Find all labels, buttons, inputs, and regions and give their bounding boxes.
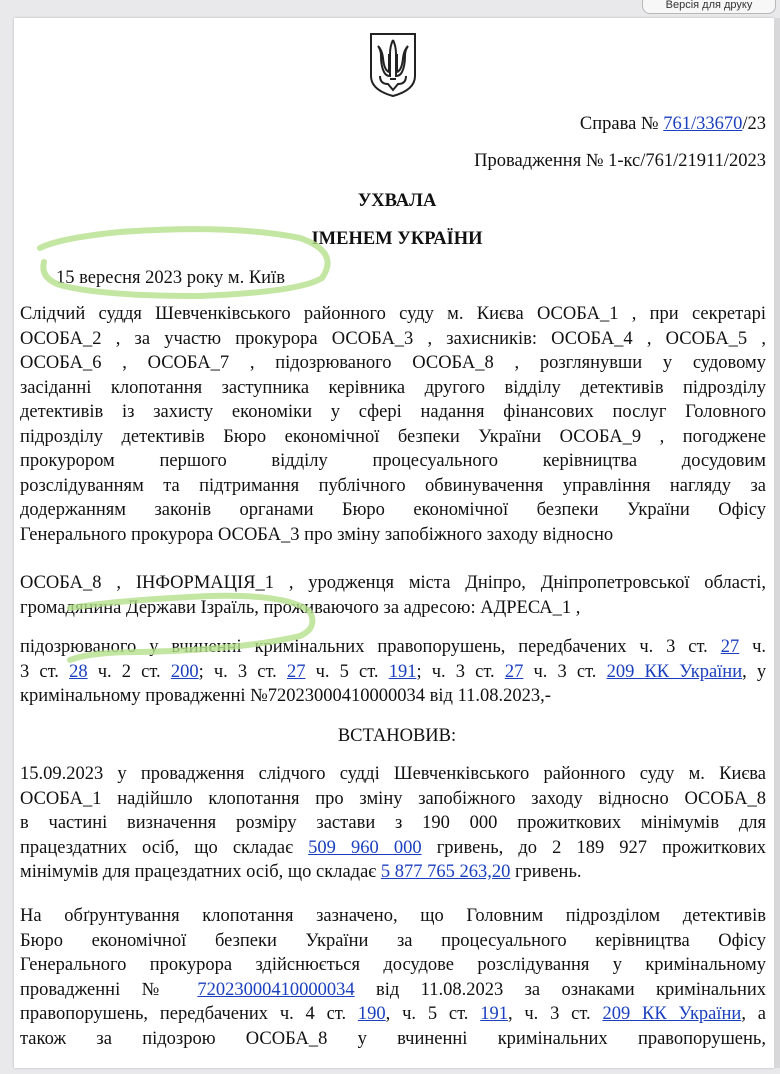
person-line: ОСОБА_8 , ІНФОРМАЦІЯ_1 , уродженця міста Дніпро, Дніпропетровської області, <box>20 573 766 593</box>
proceeding-number: Провадження № 1-кс/761/21911/2023 <box>474 151 766 171</box>
article-209-link[interactable]: 209 КК України <box>606 661 743 682</box>
article-27-link[interactable]: 27 <box>286 661 306 682</box>
section-title: ВСТАНОВИВ: <box>337 726 457 746</box>
intro-paragraph <box>20 302 766 547</box>
justification-line: провадженні № 72023000410000034 від 11.08.2023 за ознаками кримінальних <box>20 979 767 1000</box>
intro-line: Генерального прокурора ОСОБА_3 про зміну запобіжного заходу відносно <box>20 524 614 545</box>
intro-line: ОСОБА_6 , ОСОБА_7 , підозрюваного ОСОБА_8 , розглянувши у судовому <box>20 353 766 373</box>
case-number: Справа № 761/33670/23 <box>579 114 766 134</box>
intro-line: ОСОБА_2 , за участю прокурора ОСОБА_3 , захисників: ОСОБА_4 , ОСОБА_5 , <box>20 328 766 349</box>
justification-paragraph <box>20 904 766 1051</box>
justification-line: правопорушень, передбачених ч. 4 ст. 190, ч. 5 ст. 191, ч. 3 ст. 209 КК України, а <box>20 1004 766 1024</box>
established-paragraph <box>20 762 766 885</box>
trident-emblem-icon <box>368 32 418 98</box>
scrollbar-track[interactable] <box>774 18 780 1068</box>
intro-line: Слідчий суддя Шевченківського районного суду м. Києва ОСОБА_1 , при секретарі <box>20 304 766 324</box>
article-191-link[interactable]: 191 <box>388 661 417 682</box>
document-title: УХВАЛА <box>357 191 437 211</box>
article-28-link[interactable]: 28 <box>69 661 88 682</box>
justification-line: Бюро економічної безпеки України за процесуального керівництва Офісу <box>20 930 766 951</box>
article-191-link[interactable]: 191 <box>480 1004 508 1024</box>
established-line: в частині визначення розміру застави з 190 000 прожиткових мінімумів для <box>20 813 766 833</box>
established-line: ОСОБА_1 надійшло клопотання про зміну запобіжного заходу відносно ОСОБА_8 <box>20 788 766 809</box>
document-subtitle: ІМЕНЕМ УКРАЇНИ <box>311 229 483 249</box>
date-place: 15 вересня 2023 року м. Київ <box>56 268 285 288</box>
intro-line: розслідуванням та підтримання публічного обвинувачення управління нагляду за <box>20 475 766 496</box>
intro-line: детективів із захисту економіки у сфері надання фінансових послуг Головного <box>20 402 766 422</box>
article-190-link[interactable]: 190 <box>357 1004 386 1024</box>
intro-line: прокурором першого відділу процесуального керівництва досудовим <box>20 451 766 471</box>
amount-link[interactable]: 509 960 000 <box>308 837 422 858</box>
justification-line: також за підозрою ОСОБА_8 у вчиненні кримінальних правопорушень, <box>20 1028 766 1049</box>
suspect-line: підозрюваного у вчиненні кримінальних правопорушень, передбачених ч. 3 ст. 27 ч. <box>20 637 767 657</box>
article-27-link[interactable]: 27 <box>504 661 524 682</box>
established-line: працездатних осіб, що складає 509 960 000 гривень, до 2 189 927 прожиткових <box>20 837 767 858</box>
intro-line: засіданні клопотання заступника керівника другого відділу детективів підрозділу <box>20 377 766 398</box>
print-version-button[interactable]: Версія для друку <box>642 0 776 14</box>
justification-line: Генерального прокурора здійснюється досудове розслідування у кримінальному <box>20 955 766 975</box>
established-line: 15.09.2023 у провадження слідчого судді Шевченківського районного суду м. Києва <box>20 764 766 784</box>
article-209-link[interactable]: 209 КК України <box>602 1004 742 1024</box>
suspect-paragraph <box>20 635 766 709</box>
article-200-link[interactable]: 200 <box>170 661 199 682</box>
established-line: мінімумів для працездатних осіб, що складає 5 877 765 263,20 гривень. <box>20 862 582 882</box>
intro-line: підрозділу детективів Бюро економічної безпеки України ОСОБА_9 , погоджене <box>20 426 766 447</box>
justification-line: На обґрунтування клопотання зазначено, що Головним підрозділом детективів <box>20 906 766 926</box>
article-27-link[interactable]: 27 <box>720 637 740 657</box>
suspect-line: 3 ст. 28 ч. 2 ст. 200; ч. 3 ст. 27 ч. 5 ст. 191; ч. 3 ст. 27 ч. 3 ст. 209 КК України, у <box>20 661 767 682</box>
case-number-link[interactable]: 761/33670 <box>663 114 743 134</box>
person-line: громадянина Держави Ізраїль, проживаючого за адресою: АДРЕСА_1 , <box>20 597 581 618</box>
intro-line: додержанням законів органами Бюро економічної безпеки України Офісу <box>20 500 766 520</box>
person-paragraph <box>20 571 766 620</box>
case-link[interactable]: 72023000410000034 <box>197 979 355 1000</box>
amount-link[interactable]: 5 877 765 263,20 <box>380 862 511 882</box>
suspect-line: кримінальному провадженні №72023000410000034 від 11.08.2023,- <box>20 686 551 706</box>
